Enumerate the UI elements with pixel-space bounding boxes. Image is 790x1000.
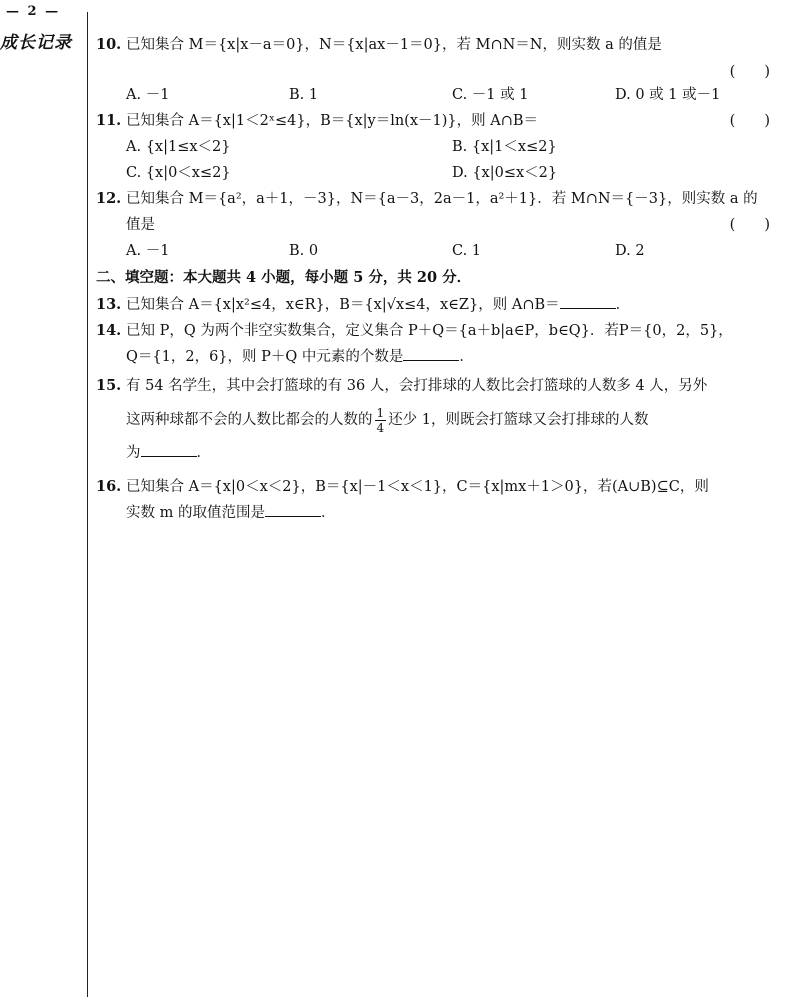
question-10 <box>96 32 778 108</box>
option-b: B. 0 <box>289 243 319 259</box>
question-number: 16. <box>96 478 122 495</box>
answer-blank[interactable] <box>560 307 616 309</box>
option-c: C. {x|0＜x≤2} <box>126 165 231 181</box>
question-number: 10. <box>96 36 122 53</box>
answer-parentheses: ( ) <box>729 217 770 233</box>
question-text: 已知 P，Q 为两个非空实数集合，定义集合 P＋Q＝{a＋b|a∈P，b∈Q}．若P＝{0，2，5}， <box>126 323 733 339</box>
question-text-continued: 这两种球都不会的人数比都会的人数的 <box>126 412 373 428</box>
option-b: B. {x|1＜x≤2} <box>452 139 557 155</box>
answer-parentheses: ( ) <box>729 113 770 129</box>
side-title: 成长记录 <box>0 33 72 53</box>
option-d: D. {x|0≤x＜2} <box>452 165 558 181</box>
section-heading: 二、填空题：本大题共 4 小题，每小题 5 分，共 20 分． <box>96 269 472 286</box>
question-text-continued: 还少 1，则既会打篮球又会打排球的人数 <box>388 412 649 428</box>
options-row <box>96 160 778 186</box>
question-number: 11. <box>96 112 122 129</box>
question-text-continued: 值是 <box>126 217 155 233</box>
option-a: A. {x|1≤x＜2} <box>126 139 231 155</box>
question-text: 已知集合 A＝{x|1＜2ˣ≤4}，B＝{x|y＝ln(x－1)}，则 A∩B＝ <box>126 113 539 129</box>
option-a: A. －1 <box>126 87 170 103</box>
question-number: 12. <box>96 190 122 207</box>
answer-parentheses: ( ) <box>729 64 770 80</box>
options-row <box>96 82 778 108</box>
question-number: 13. <box>96 296 122 313</box>
question-text: 已知集合 A＝{x|0＜x＜2}，B＝{x|－1＜x＜1}，C＝{x|mx＋1＞0}，若(A∪B)⊆C，则 <box>126 479 709 495</box>
question-text-continued: Q＝{1，2，6}，则 P＋Q 中元素的个数是 <box>126 349 404 365</box>
fraction <box>375 406 387 435</box>
question-text-continued: 为 <box>126 445 141 461</box>
question-text: 已知集合 M＝{a²，a＋1，－3}，N＝{a－3，2a－1，a²＋1}．若 M∩N＝{－3}，则实数 a 的 <box>126 191 758 207</box>
page-number: — 2 — <box>6 4 61 19</box>
fraction-numerator: 1 <box>376 405 385 420</box>
question-13 <box>96 292 778 318</box>
question-number: 14. <box>96 322 122 339</box>
answer-blank[interactable] <box>265 515 321 517</box>
question-14 <box>96 318 778 370</box>
question-number: 15. <box>96 377 122 394</box>
question-text-continued: 实数 m 的取值范围是 <box>126 505 265 521</box>
option-d: D. 0 或 1 或－1 <box>615 87 721 103</box>
question-content <box>96 32 778 526</box>
answer-blank[interactable] <box>141 455 197 457</box>
option-a: A. －1 <box>126 243 170 259</box>
question-text-end: ． <box>196 445 211 461</box>
question-text-end: ． <box>615 297 631 313</box>
question-text: 已知集合 M＝{x|x－a＝0}，N＝{x|ax－1＝0}，若 M∩N＝N，则实数 a 的值是 <box>126 37 662 53</box>
question-16 <box>96 474 778 526</box>
answer-blank[interactable] <box>403 359 459 361</box>
option-b: B. 1 <box>289 87 319 103</box>
options-row <box>96 238 778 264</box>
question-12 <box>96 186 778 264</box>
option-c: C. 1 <box>452 243 482 259</box>
fraction-denominator: 4 <box>376 420 385 435</box>
option-c: C. －1 或 1 <box>452 87 529 103</box>
question-text: 有 54 名学生，其中会打篮球的有 36 人，会打排球的人数比会打篮球的人数多 4 人，另外 <box>126 378 708 394</box>
question-15 <box>96 370 778 468</box>
options-row <box>96 134 778 160</box>
question-11 <box>96 108 778 186</box>
question-text-end: ． <box>459 349 474 365</box>
question-text-end: ． <box>320 505 336 521</box>
option-d: D. 2 <box>615 243 645 259</box>
question-text: 已知集合 A＝{x|x²≤4，x∈R}，B＝{x|√x≤4，x∈Z}，则 A∩B＝ <box>126 297 560 313</box>
margin-divider <box>87 12 88 997</box>
